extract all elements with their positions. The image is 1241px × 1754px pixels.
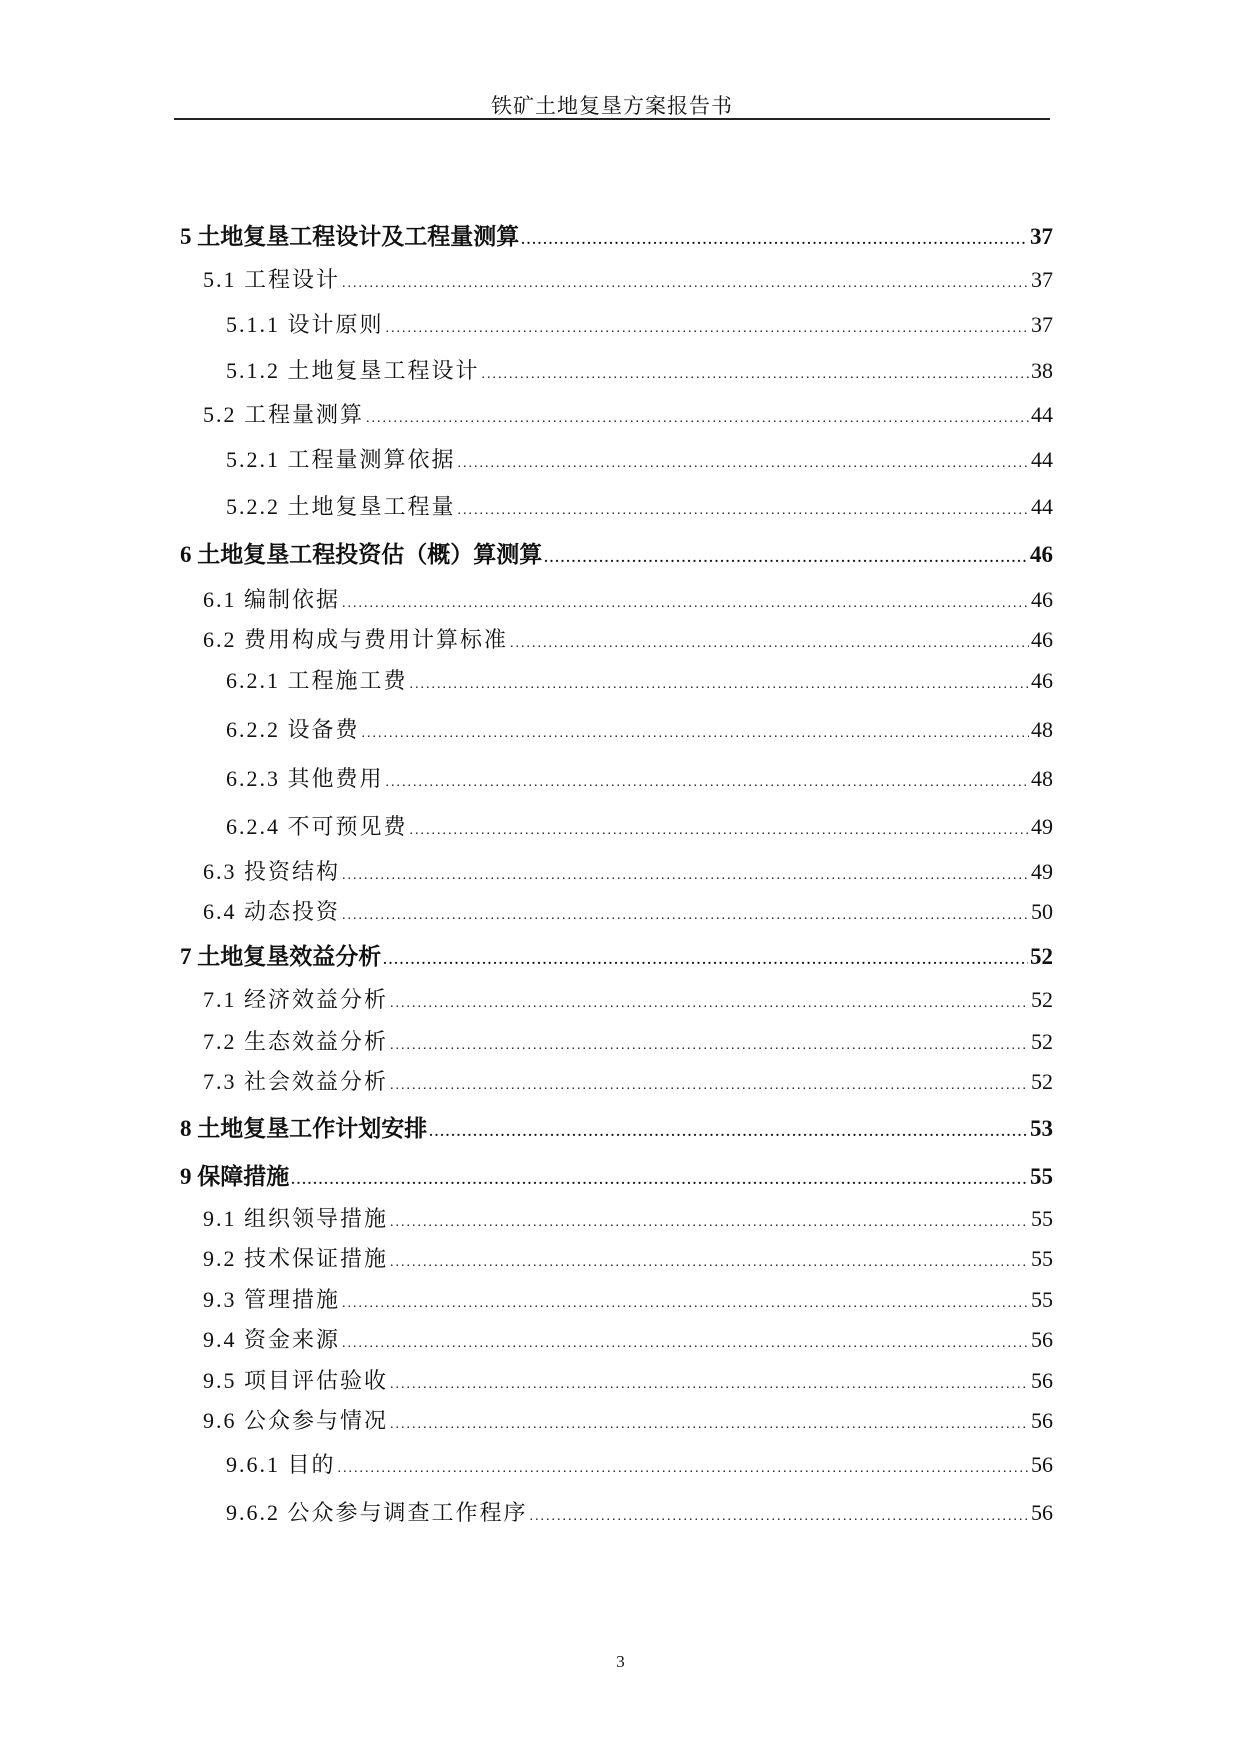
toc-dot-leader — [390, 996, 1029, 1012]
toc-dot-leader — [544, 551, 1028, 567]
toc-entry-label: 6.2 费用构成与费用计算标准 — [203, 627, 509, 652]
toc-dot-leader — [429, 1125, 1028, 1141]
toc-entry-label: 5.1.2 土地复垦工程设计 — [226, 358, 480, 383]
toc-entry-page: 38 — [1031, 358, 1053, 383]
toc-entry-label: 6.2.1 工程施工费 — [226, 668, 408, 693]
toc-entry-label: 6.2.3 其他费用 — [226, 766, 384, 791]
toc-entry-label: 5.1.1 设计原则 — [226, 312, 384, 337]
toc-entry-label: 5.1 工程设计 — [203, 267, 341, 292]
toc-dot-leader — [386, 775, 1029, 791]
toc-dot-leader — [458, 503, 1029, 519]
toc-dot-leader — [390, 1078, 1029, 1094]
toc-dot-leader — [386, 321, 1029, 337]
toc-dot-leader — [342, 1336, 1029, 1352]
toc-entry-label: 6.1 编制依据 — [203, 587, 341, 612]
toc-entry-page: 52 — [1031, 987, 1053, 1012]
toc-dot-leader — [342, 908, 1029, 924]
toc-entry-page: 53 — [1030, 1116, 1053, 1141]
toc-entry-page: 50 — [1031, 899, 1053, 924]
toc-dot-leader — [521, 233, 1028, 249]
toc-entry-page: 44 — [1031, 494, 1053, 519]
toc-entry-page: 56 — [1031, 1327, 1053, 1352]
toc-entry-label: 7.3 社会效益分析 — [203, 1069, 389, 1094]
toc-entry-page: 49 — [1031, 859, 1053, 884]
toc-dot-leader — [482, 367, 1029, 383]
toc-entry-page: 55 — [1031, 1287, 1053, 1312]
toc-entry-page: 44 — [1031, 447, 1053, 472]
toc-dot-leader — [362, 726, 1029, 742]
toc-entry-page: 46 — [1031, 627, 1053, 652]
toc-dot-leader — [530, 1509, 1029, 1525]
toc-dot-leader — [390, 1417, 1029, 1433]
toc-dot-leader — [338, 1461, 1029, 1477]
toc-entry-label: 9.5 项目评估验收 — [203, 1368, 389, 1393]
toc-entry-label: 9.2 技术保证措施 — [203, 1246, 389, 1271]
toc-entry-page: 48 — [1031, 766, 1053, 791]
toc-dot-leader — [410, 823, 1029, 839]
toc-entry-label: 9.3 管理措施 — [203, 1287, 341, 1312]
toc-dot-leader — [458, 456, 1029, 472]
toc-entry-label: 9 保障措施 — [180, 1164, 290, 1189]
toc-entry-label: 5.2.2 土地复垦工程量 — [226, 494, 456, 519]
toc-entry-page: 52 — [1031, 1029, 1053, 1054]
toc-entry-label: 9.4 资金来源 — [203, 1327, 341, 1352]
toc-entry-page: 49 — [1031, 814, 1053, 839]
toc-entry-page: 37 — [1031, 267, 1053, 292]
toc-entry-page: 37 — [1031, 312, 1053, 337]
toc-entry-page: 37 — [1030, 224, 1053, 249]
toc-entry-label: 6.2.2 设备费 — [226, 717, 360, 742]
toc-entry-label: 7 土地复垦效益分析 — [180, 944, 382, 969]
toc-entry-page: 48 — [1031, 717, 1053, 742]
toc-entry-label: 6.2.4 不可预见费 — [226, 814, 408, 839]
toc-entry-label: 5 土地复垦工程设计及工程量测算 — [180, 224, 520, 249]
toc-entry-page: 46 — [1030, 542, 1053, 567]
toc-entry-label: 6.4 动态投资 — [203, 899, 341, 924]
toc-entry-page: 52 — [1031, 1069, 1053, 1094]
toc-entry-label: 9.1 组织领导措施 — [203, 1206, 389, 1231]
toc-entry-page: 56 — [1031, 1500, 1053, 1525]
toc-entry-page: 55 — [1031, 1206, 1053, 1231]
toc-dot-leader — [342, 276, 1029, 292]
toc-entry-page: 56 — [1031, 1368, 1053, 1393]
toc-dot-leader — [390, 1255, 1029, 1271]
toc-dot-leader — [291, 1173, 1028, 1189]
running-header: 铁矿土地复垦方案报告书 — [491, 94, 733, 118]
toc-dot-leader — [410, 677, 1029, 693]
toc-entry-label: 7.2 生态效益分析 — [203, 1029, 389, 1054]
toc-entry-label: 7.1 经济效益分析 — [203, 987, 389, 1012]
toc-entry-page: 56 — [1031, 1452, 1053, 1477]
toc-dot-leader — [390, 1215, 1029, 1231]
toc-entry-page: 52 — [1030, 944, 1053, 969]
toc-entry-page: 46 — [1031, 668, 1053, 693]
toc-entry-page: 46 — [1031, 587, 1053, 612]
toc-entry-page: 55 — [1031, 1246, 1053, 1271]
toc-dot-leader — [342, 868, 1029, 884]
toc-entry-label: 9.6 公众参与情况 — [203, 1408, 389, 1433]
toc-entry-label: 9.6.2 公众参与调查工作程序 — [226, 1500, 528, 1525]
toc-entry-label: 5.2 工程量测算 — [203, 402, 365, 427]
toc-entry-label: 5.2.1 工程量测算依据 — [226, 447, 456, 472]
toc-dot-leader — [342, 596, 1029, 612]
toc-dot-leader — [342, 1296, 1029, 1312]
toc-entry-page: 44 — [1031, 402, 1053, 427]
toc-dot-leader — [510, 636, 1029, 652]
toc-dot-leader — [383, 953, 1028, 969]
toc-entry-label: 6 土地复垦工程投资估（概）算测算 — [180, 542, 543, 567]
toc-dot-leader — [390, 1038, 1029, 1054]
toc-entry-label: 9.6.1 目的 — [226, 1452, 336, 1477]
toc-entry-page: 55 — [1030, 1164, 1053, 1189]
page-number: 3 — [616, 1652, 625, 1671]
toc-dot-leader — [390, 1377, 1029, 1393]
toc-entry-label: 8 土地复垦工作计划安排 — [180, 1116, 428, 1141]
toc-entry-page: 56 — [1031, 1408, 1053, 1433]
toc-entry-label: 6.3 投资结构 — [203, 859, 341, 884]
toc-dot-leader — [366, 411, 1029, 427]
